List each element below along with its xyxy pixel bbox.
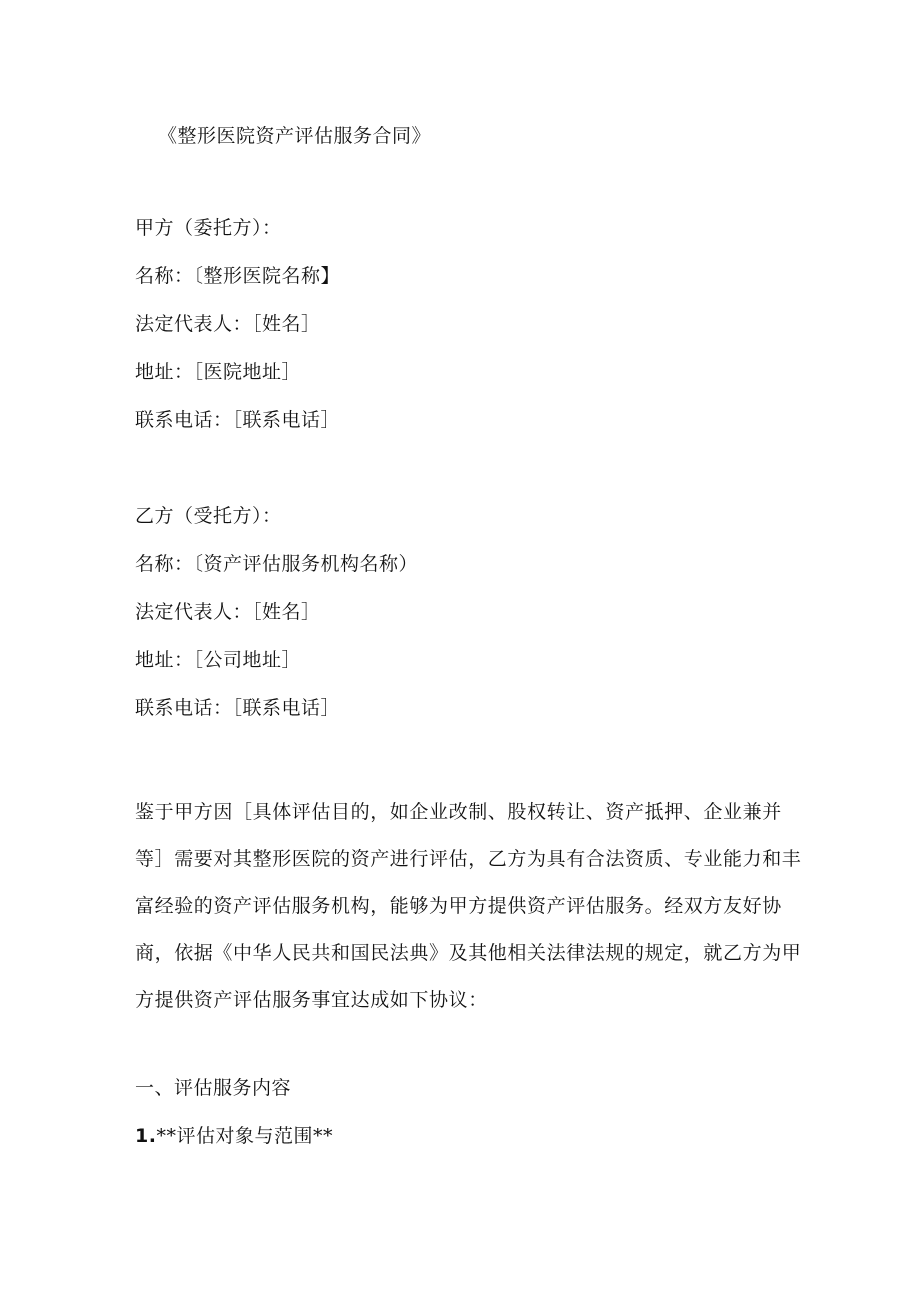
item-text: **评估对象与范围** — [156, 1125, 333, 1147]
preamble-line: 商，依据《中华人民共和国民法典》及其他相关法律法规的规定，就乙方为甲 — [135, 942, 802, 964]
party-a-address: 地址：［医院地址］ — [135, 361, 302, 383]
preamble-line: 方提供资产评估服务事宜达成如下协议： — [135, 989, 488, 1011]
preamble-line: 等］需要对其整形医院的资产进行评估，乙方为具有合法资质、专业能力和丰 — [135, 848, 802, 870]
item-number: 1. — [135, 1125, 157, 1147]
party-b-address: 地址：［公司地址］ — [135, 649, 302, 671]
party-b-name: 名称：〔资产评估服务机构名称） — [135, 553, 419, 575]
party-a-name: 名称：〔整形医院名称】 — [135, 265, 341, 287]
preamble-line: 富经验的资产评估服务机构，能够为甲方提供资产评估服务。经双方友好协 — [135, 895, 782, 917]
party-a-legal-rep: 法定代表人：［姓名］ — [135, 313, 321, 335]
party-b-legal-rep: 法定代表人：［姓名］ — [135, 601, 321, 623]
preamble-paragraph — [135, 789, 802, 1024]
party-b-heading: 乙方（受托方）： — [135, 505, 282, 527]
document-title: 《整形医院资产评估服务合同》 — [158, 125, 432, 147]
section-1-heading: 一、评估服务内容 — [135, 1077, 292, 1099]
party-b-phone: 联系电话：［联系电话］ — [135, 697, 341, 719]
preamble-line: 鉴于甲方因［具体评估目的，如企业改制、股权转让、资产抵押、企业兼并 — [135, 801, 782, 823]
party-a-phone: 联系电话：［联系电话］ — [135, 409, 341, 431]
section-1-item-1 — [135, 1124, 333, 1148]
party-a-heading: 甲方（委托方）： — [135, 217, 282, 239]
